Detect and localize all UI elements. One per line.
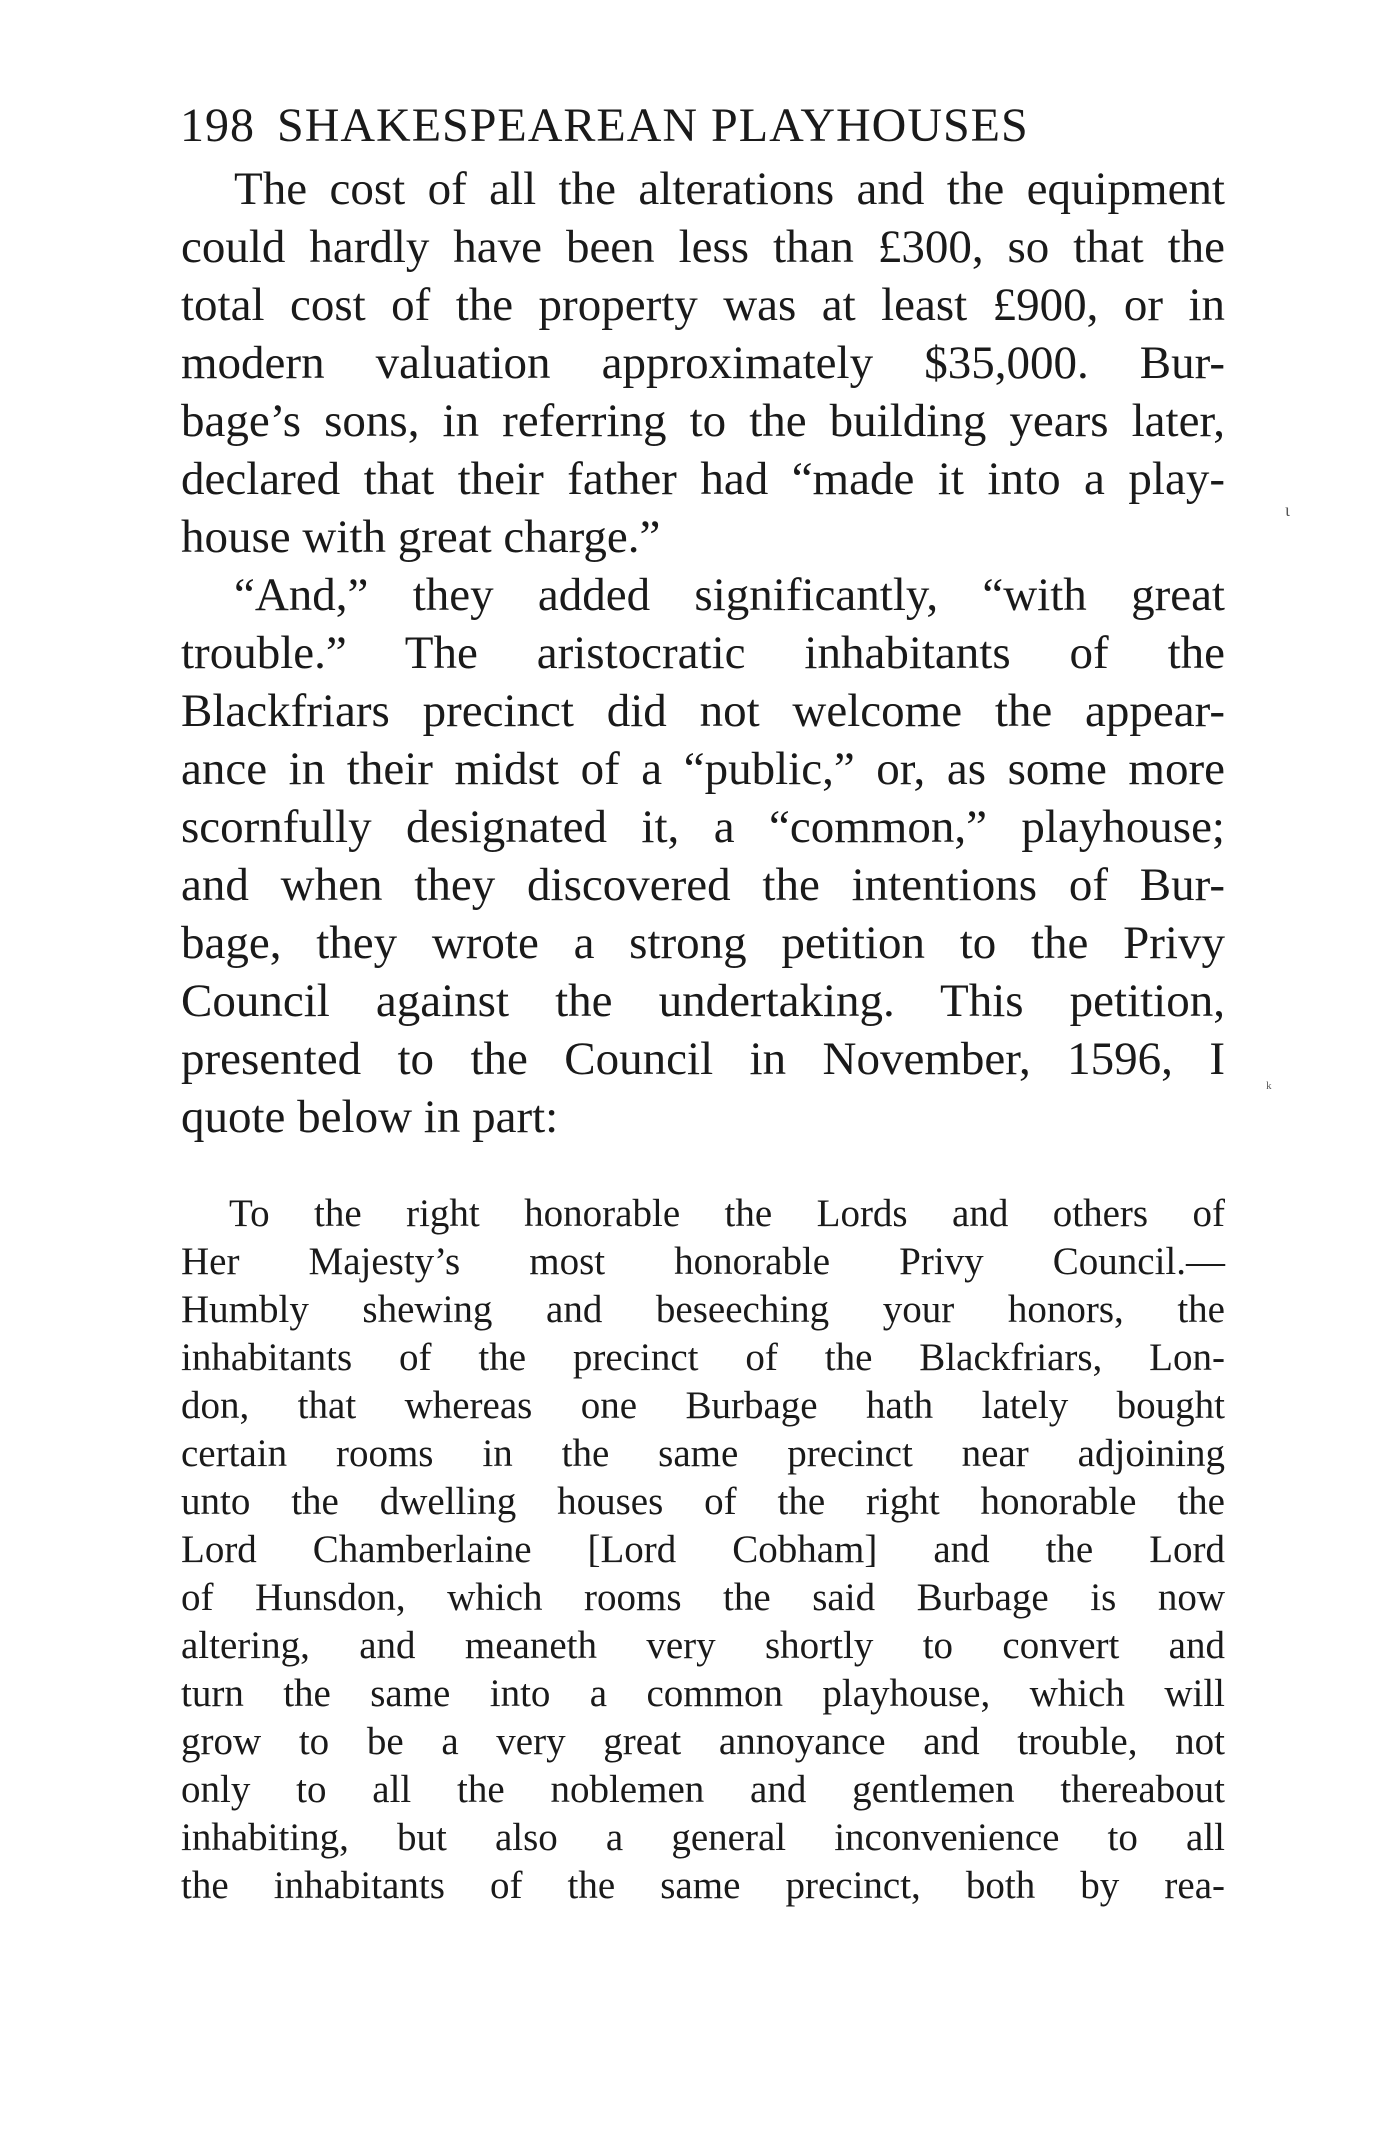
body-line: Council against the undertaking. This petition, [181, 975, 1225, 1027]
quote-line: of Hunsdon, which rooms the said Burbage is now [181, 1576, 1225, 1619]
running-title: SHAKESPEAREAN PLAYHOUSES [277, 99, 1029, 152]
quote-line: unto the dwelling houses of the right honorable the [181, 1480, 1225, 1523]
body-line: modern valuation approximately $35,000. Bur- [181, 337, 1225, 389]
body-line: ance in their midst of a “public,” or, as some more [181, 743, 1225, 795]
body-line: “And,” they added significantly, “with great [234, 569, 1225, 621]
body-line: trouble.” The aristocratic inhabitants of the [181, 627, 1225, 679]
quote-line: turn the same into a common playhouse, which will [181, 1672, 1225, 1715]
body-line: bage’s sons, in referring to the building years later, [181, 395, 1225, 447]
quote-line: To the right honorable the Lords and others of [229, 1192, 1225, 1235]
running-header [180, 98, 1220, 158]
body-line: presented to the Council in November, 1596, I [181, 1033, 1225, 1085]
body-line: Blackfriars precinct did not welcome the appear- [181, 685, 1225, 737]
body-line: total cost of the property was at least £900, or in [181, 279, 1225, 331]
margin-mark: ᵏ [1266, 1078, 1272, 1098]
body-line: could hardly have been less than £300, so that the [181, 221, 1225, 273]
quote-line: Humbly shewing and beseeching your honors, the [181, 1288, 1225, 1331]
quote-line: certain rooms in the same precinct near adjoining [181, 1432, 1225, 1475]
body-line: and when they discovered the intentions of Bur- [181, 859, 1225, 911]
quote-line: altering, and meaneth very shortly to convert and [181, 1624, 1225, 1667]
body-line: declared that their father had “made it into a play- [181, 453, 1225, 505]
quote-line: don, that whereas one Burbage hath lately bought [181, 1384, 1225, 1427]
body-line: house with great charge.” [181, 511, 661, 563]
quote-line: inhabiting, but also a general inconvenience to all [181, 1816, 1225, 1859]
quote-line: only to all the noblemen and gentlemen thereabout [181, 1768, 1225, 1811]
body-line: The cost of all the alterations and the equipment [234, 163, 1225, 215]
quote-line: inhabitants of the precinct of the Blackfriars, Lon- [181, 1336, 1225, 1379]
quote-line: Her Majesty’s most honorable Privy Council.— [181, 1240, 1225, 1283]
quote-line: Lord Chamberlaine [Lord Cobham] and the Lord [181, 1528, 1225, 1571]
page-number: 198 [180, 99, 255, 152]
body-line: quote below in part: [181, 1091, 559, 1143]
quote-line: the inhabitants of the same precinct, both by rea- [181, 1864, 1225, 1907]
quote-line: grow to be a very great annoyance and trouble, not [181, 1720, 1225, 1763]
body-line: bage, they wrote a strong petition to the Privy [181, 917, 1225, 969]
body-line: scornfully designated it, a “common,” playhouse; [181, 801, 1225, 853]
margin-mark: ι [1285, 500, 1290, 520]
